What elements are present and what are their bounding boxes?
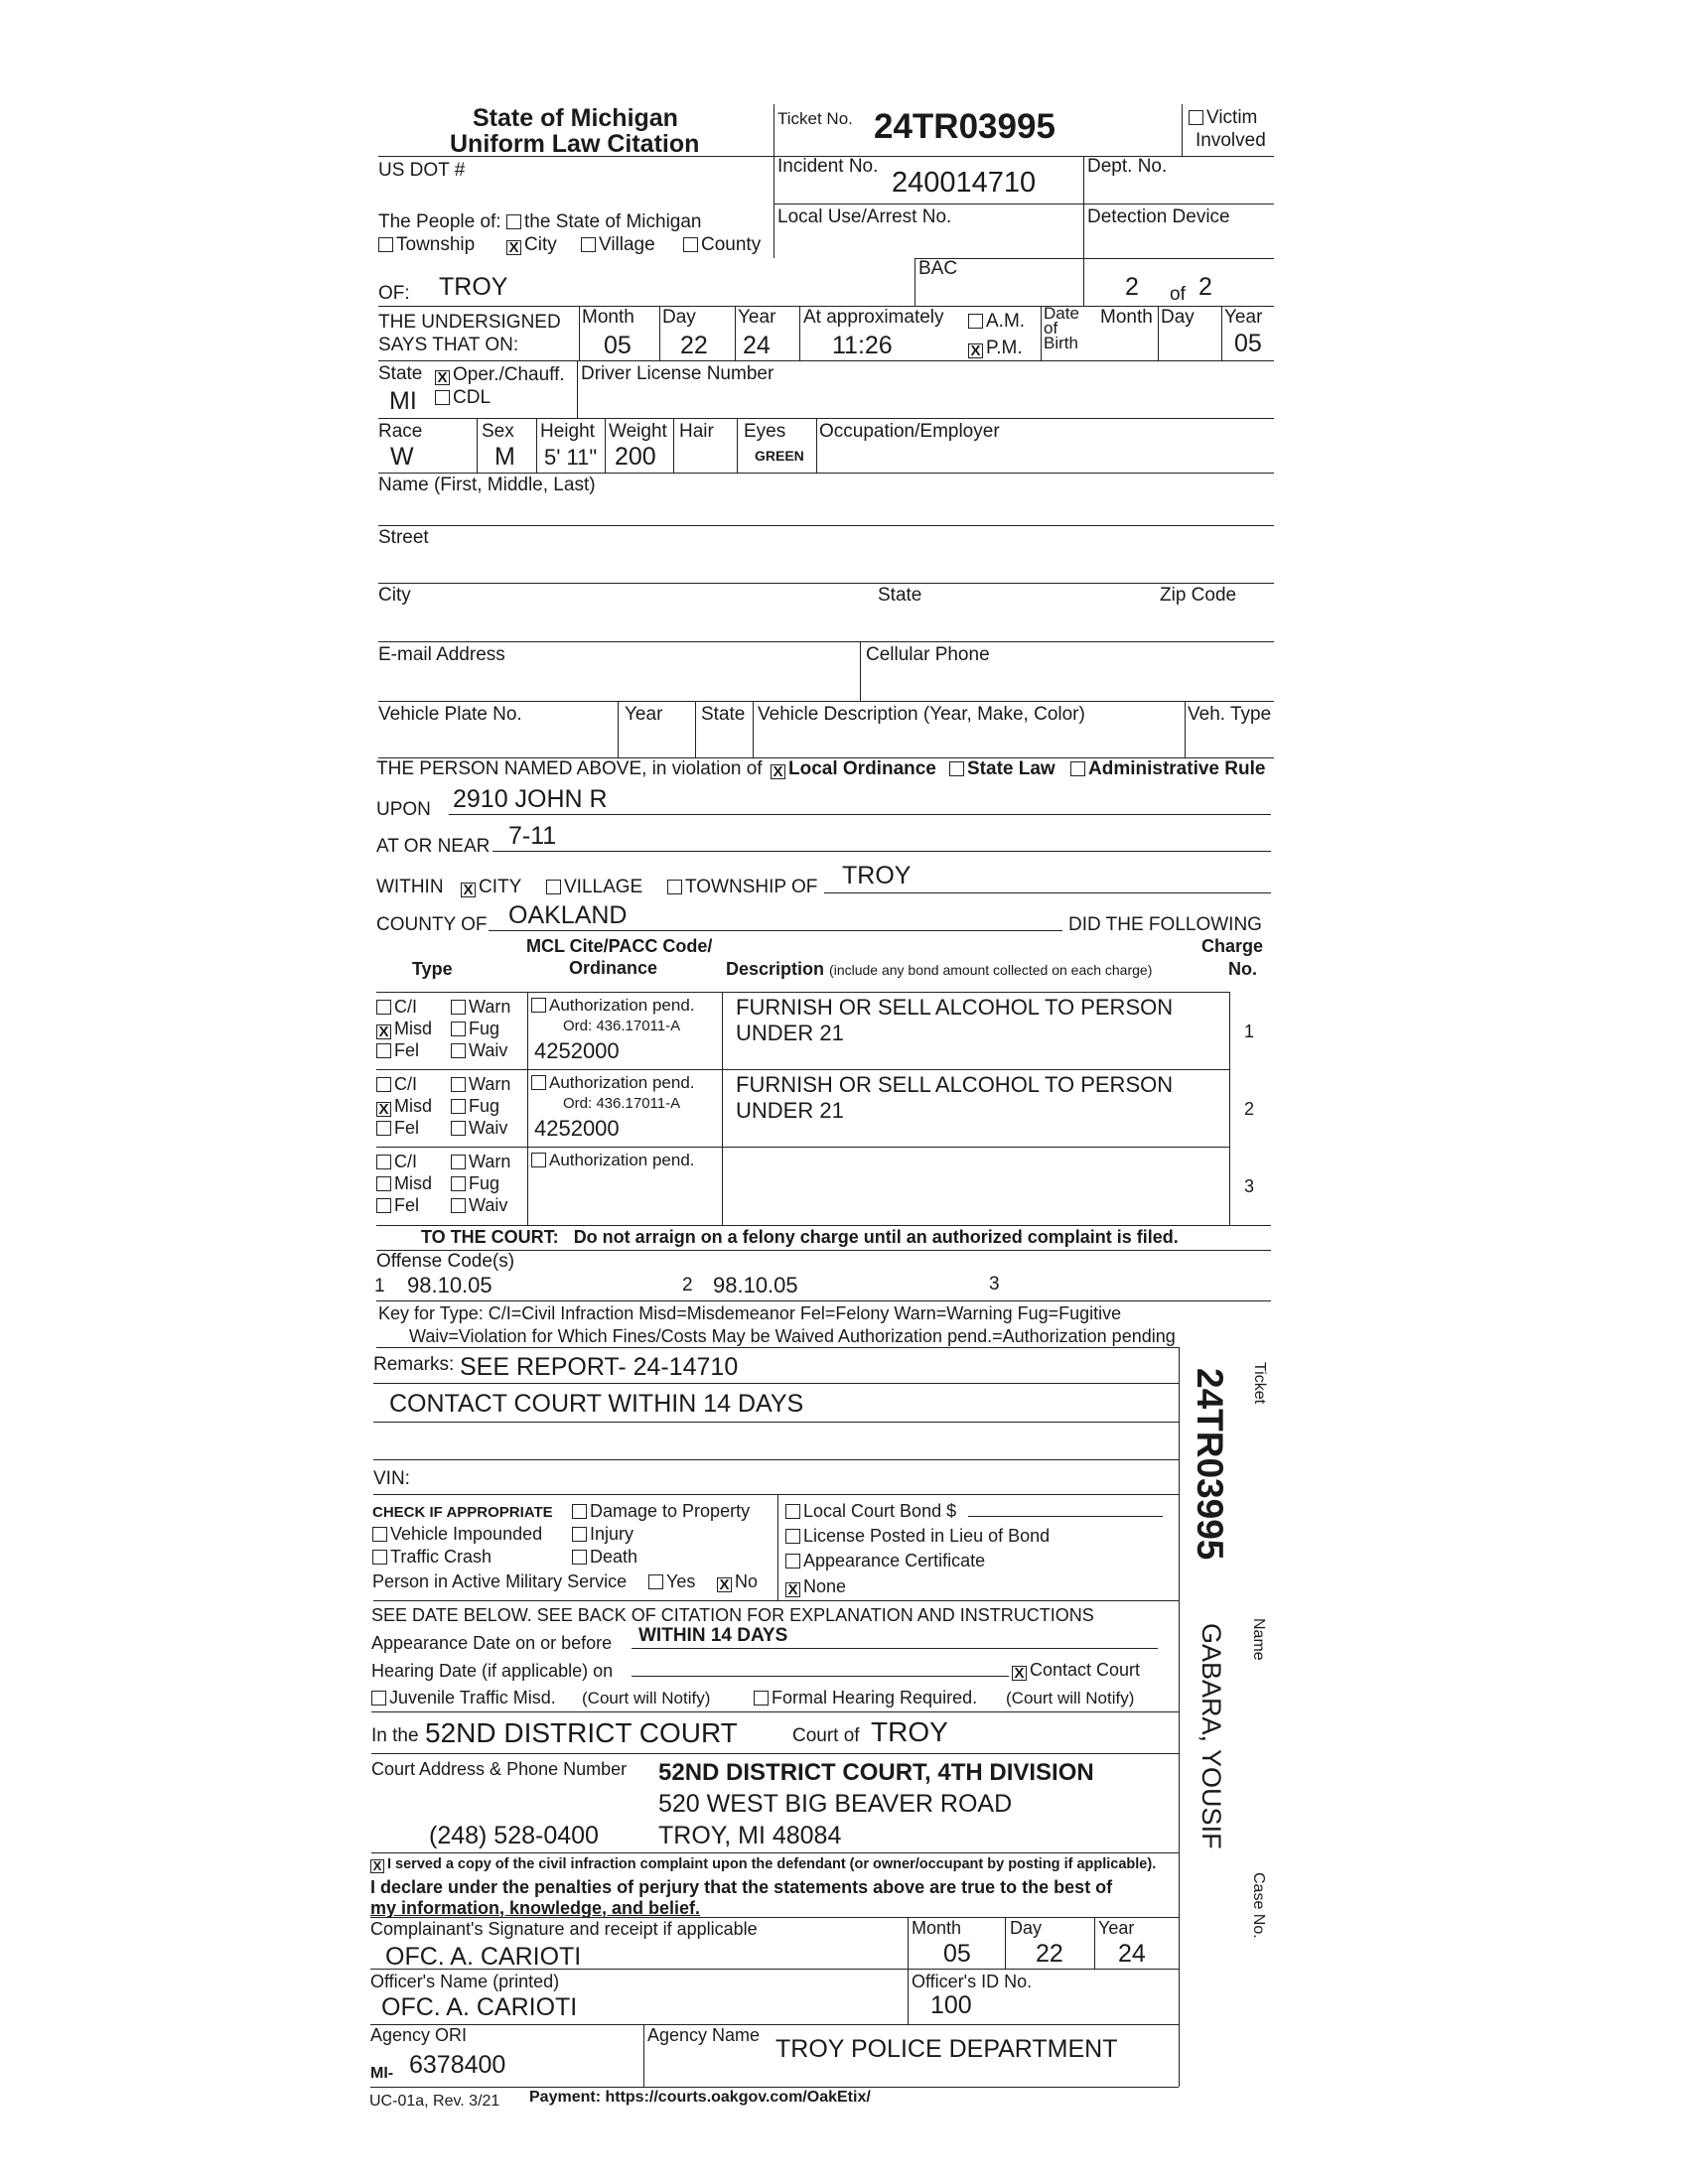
within-label: WITHIN	[376, 877, 444, 897]
side-name-value: GABARA, YOUSIF	[1196, 1623, 1226, 1849]
officer-id-value: 100	[930, 1991, 972, 2019]
incident-number: 240014710	[892, 167, 1037, 199]
divider	[376, 992, 1229, 993]
within-value: TROY	[842, 862, 912, 889]
charge-1-number: 1	[1244, 1022, 1255, 1041]
village-checkbox[interactable]: Village	[581, 234, 655, 256]
divider	[371, 1753, 1179, 1754]
divider	[527, 992, 528, 1225]
page-of-label: of	[1170, 284, 1186, 305]
oper-checkbox[interactable]: X Oper./Chauff.	[435, 364, 565, 386]
mcl-header: MCL Cite/PACC Code/	[526, 936, 713, 956]
damage-checkbox[interactable]: Damage to Property	[572, 1501, 750, 1522]
charge-3-number: 3	[1244, 1176, 1255, 1196]
type-header: Type	[412, 959, 453, 979]
approx-label: At approximately	[803, 307, 944, 328]
agency-ori-label: Agency ORI	[370, 2025, 468, 2045]
county-checkbox[interactable]: County	[683, 234, 761, 256]
charge-1-code: 4252000	[534, 1038, 620, 1063]
state-value: MI	[389, 387, 417, 415]
charge-2-fel-checkbox[interactable]: Fel	[376, 1118, 419, 1139]
year-value: 24	[743, 332, 771, 359]
upon-label: UPON	[376, 799, 431, 820]
divider	[371, 1711, 1179, 1712]
divider	[378, 583, 1274, 584]
appearance-date-value: WITHIN 14 DAYS	[638, 1625, 788, 1646]
dob-label: Date of Birth	[1044, 304, 1079, 352]
eyes-value: GREEN	[755, 448, 804, 464]
divider	[378, 360, 1274, 361]
victim-involved-label: Involved	[1196, 130, 1266, 151]
sig-year-label: Year	[1098, 1918, 1135, 1938]
day-value: 22	[680, 332, 708, 359]
charge-2-desc-2: UNDER 21	[736, 1098, 844, 1123]
email-label: E-mail Address	[378, 644, 505, 665]
divider	[1229, 992, 1230, 1225]
within-city-checkbox[interactable]: X CITY	[461, 877, 521, 898]
divider	[378, 418, 1274, 419]
race-label: Race	[378, 421, 423, 442]
incident-label: Incident No.	[777, 156, 879, 177]
divider	[370, 1917, 1179, 1918]
desc-header: Description (include any bond amount collected on each charge)	[726, 959, 1153, 979]
divider	[860, 641, 861, 701]
charge-no-header: No.	[1228, 959, 1257, 979]
day-label: Day	[662, 307, 696, 328]
sig-day-label: Day	[1010, 1918, 1043, 1938]
declare-line-2: my information, knowledge, and belief.	[370, 1898, 701, 1918]
charge-2-misd-checkbox[interactable]: X Misd	[376, 1096, 432, 1117]
divider	[449, 814, 1271, 815]
notify-label-2: (Court will Notify)	[1006, 1689, 1135, 1707]
local-use-label: Local Use/Arrest No.	[777, 206, 952, 227]
page-total: 2	[1198, 273, 1212, 301]
divider	[914, 258, 1274, 259]
divider	[968, 1516, 1163, 1517]
victim-checkbox[interactable]: Victim	[1189, 107, 1257, 129]
occupation-label: Occupation/Employer	[819, 421, 1000, 442]
check-title: CHECK IF APPROPRIATE	[372, 1504, 553, 1521]
charge-1-ordinance: Ord: 436.17011-A	[563, 1018, 681, 1034]
sex-value: M	[494, 443, 515, 471]
charge-2-warn-checkbox[interactable]: Warn	[451, 1074, 510, 1095]
agency-name-value: TROY POLICE DEPARTMENT	[775, 2035, 1118, 2063]
divider	[370, 1969, 1179, 1970]
street-label: Street	[378, 527, 429, 548]
pm-checkbox[interactable]: X P.M.	[968, 338, 1023, 359]
plate-label: Vehicle Plate No.	[378, 704, 522, 725]
divider	[632, 1648, 1158, 1649]
ticket-number: 24TR03995	[874, 107, 1055, 146]
divider	[632, 1676, 1009, 1677]
ordinance-header: Ordinance	[569, 958, 658, 978]
divider	[492, 851, 1271, 852]
charge-2-fug-checkbox[interactable]: Fug	[451, 1096, 499, 1117]
dob-year-value: 05	[1234, 330, 1262, 357]
divider	[1182, 104, 1183, 156]
signature-value: OFC. A. CARIOTI	[385, 1943, 582, 1971]
bac-label: BAC	[918, 258, 958, 279]
divider	[643, 2024, 644, 2087]
divider	[378, 473, 1274, 474]
divider	[1158, 306, 1159, 360]
month-label: Month	[582, 307, 634, 328]
divider	[477, 418, 478, 473]
divider	[605, 418, 606, 473]
of-value: TROY	[439, 273, 508, 301]
time-value: 11:26	[832, 332, 893, 359]
upon-value: 2910 JOHN R	[453, 785, 608, 813]
state-of-michigan-checkbox[interactable]: the State of Michigan	[506, 211, 702, 233]
key-line-2: Waiv=Violation for Which Fines/Costs May be Waived Authorization pend.=Authorization pending	[409, 1326, 1176, 1346]
divider	[1041, 306, 1042, 360]
none-checkbox[interactable]: X None	[785, 1576, 846, 1597]
declare-line-1: I declare under the penalties of perjury that the statements above are true to the best of	[370, 1877, 1113, 1897]
side-name-label: Name	[1250, 1618, 1267, 1661]
divider	[799, 306, 800, 360]
divider	[378, 525, 1274, 526]
dob-day-label: Day	[1161, 307, 1195, 328]
court-address-2: 520 WEST BIG BEAVER ROAD	[658, 1790, 1013, 1818]
court-of-label: Court of	[792, 1725, 860, 1746]
divider	[378, 701, 1274, 702]
cell-label: Cellular Phone	[866, 644, 990, 665]
crash-checkbox[interactable]: Traffic Crash	[372, 1547, 492, 1568]
officer-id-label: Officer's ID No.	[912, 1972, 1033, 1991]
divider	[373, 1459, 1179, 1460]
county-value: OAKLAND	[508, 901, 628, 929]
ori-prefix: MI-	[370, 2065, 394, 2082]
height-label: Height	[540, 421, 595, 442]
race-value: W	[390, 443, 414, 471]
signature-label: Complainant's Signature and receipt if applicable	[370, 1919, 758, 1939]
remarks-line-1: SEE REPORT- 24-14710	[460, 1353, 739, 1381]
divider	[370, 2087, 1179, 2088]
near-value: 7-11	[508, 822, 557, 850]
divider	[1005, 1917, 1006, 1969]
key-line-1: Key for Type: C/I=Civil Infraction Misd=Misdemeanor Fel=Felony Warn=Warning Fug=Fugitive	[378, 1303, 1122, 1323]
impounded-checkbox[interactable]: Vehicle Impounded	[372, 1524, 542, 1545]
zip-label: Zip Code	[1160, 585, 1237, 606]
court-address-label: Court Address & Phone Number	[371, 1759, 628, 1779]
charge-3-warn-checkbox[interactable]: Warn	[451, 1152, 510, 1172]
payment-link[interactable]: Payment: https://courts.oakgov.com/OakEtix/	[529, 2089, 871, 2106]
divider	[1083, 258, 1084, 306]
charge-2-code: 4252000	[534, 1116, 620, 1141]
local-ordinance-checkbox[interactable]: X Local Ordinance	[771, 758, 936, 780]
people-of-label: The People of:	[378, 211, 501, 232]
offense-code-1: 98.10.05	[407, 1273, 492, 1297]
charge-3-ci-checkbox[interactable]: C/I	[376, 1152, 417, 1172]
sig-day-value: 22	[1036, 1940, 1063, 1968]
offense-num-2: 2	[682, 1275, 693, 1296]
charge-header: Charge	[1201, 936, 1264, 956]
divider	[1083, 156, 1084, 258]
divider	[579, 306, 580, 360]
divider	[1179, 1347, 1180, 2087]
dept-label: Dept. No.	[1087, 156, 1168, 177]
court-name: 52ND DISTRICT COURT	[425, 1717, 738, 1748]
offense-num-1: 1	[374, 1276, 385, 1297]
did-following-label: DID THE FOLLOWING	[1068, 914, 1262, 935]
county-label: COUNTY OF	[376, 914, 488, 935]
sig-month-value: 05	[943, 1940, 971, 1968]
divider	[774, 204, 1274, 205]
divider	[753, 701, 754, 757]
divider	[908, 1917, 909, 2024]
divider	[577, 360, 578, 418]
charge-1-fug-checkbox[interactable]: Fug	[451, 1019, 499, 1039]
divider	[777, 1494, 778, 1600]
court-address-3: TROY, MI 48084	[658, 1822, 842, 1849]
hearing-date-label: Hearing Date (if applicable) on	[371, 1661, 614, 1681]
divider	[722, 992, 723, 1225]
side-ticket-label: Ticket	[1251, 1362, 1268, 1405]
divider	[373, 1600, 1179, 1601]
divider	[376, 1069, 1229, 1070]
charge-2-auth-checkbox[interactable]: Authorization pend.	[531, 1073, 695, 1093]
divider	[816, 418, 817, 473]
charge-2-ci-checkbox[interactable]: C/I	[376, 1074, 417, 1095]
of-label: OF:	[378, 283, 410, 304]
charge-1-desc-1: FURNISH OR SELL ALCOHOL TO PERSON	[736, 995, 1174, 1020]
divider	[376, 1347, 1180, 1348]
juvenile-checkbox[interactable]: Juvenile Traffic Misd.	[371, 1688, 556, 1708]
offense-code-2: 98.10.05	[713, 1273, 798, 1297]
veh-state-label: State	[701, 704, 746, 725]
appearance-date-label: Appearance Date on or before	[371, 1633, 613, 1653]
month-value: 05	[604, 332, 632, 359]
state-title: State of Michigan	[473, 104, 678, 132]
divider	[659, 306, 660, 360]
says-that-label: SAYS THAT ON:	[378, 335, 519, 355]
detection-label: Detection Device	[1087, 206, 1230, 227]
charge-1-ci-checkbox[interactable]: C/I	[376, 997, 417, 1018]
sig-year-value: 24	[1118, 1940, 1146, 1968]
served-checkbox[interactable]: X I served a copy of the civil infraction complaint upon the defendant (or owner/occupant by posting if applicable).	[370, 1856, 1156, 1873]
charge-2-desc-1: FURNISH OR SELL ALCOHOL TO PERSON	[736, 1072, 1174, 1097]
hair-label: Hair	[679, 421, 714, 442]
court-address-1: 52ND DISTRICT COURT, 4TH DIVISION	[658, 1759, 1094, 1786]
notify-label-1: (Court will Notify)	[582, 1689, 711, 1707]
divider	[1094, 1917, 1095, 1969]
death-checkbox[interactable]: Death	[572, 1547, 637, 1568]
agency-ori-value: 6378400	[409, 2051, 506, 2079]
name-label: Name (First, Middle, Last)	[378, 475, 596, 495]
weight-label: Weight	[609, 421, 667, 442]
divider	[618, 701, 619, 757]
charge-2-ordinance: Ord: 436.17011-A	[563, 1095, 681, 1112]
charge-3-waiv-checkbox[interactable]: Waiv	[451, 1195, 507, 1216]
remarks-line-2: CONTACT COURT WITHIN 14 DAYS	[389, 1390, 804, 1418]
divider	[376, 1300, 1271, 1301]
state-law-checkbox[interactable]: State Law	[949, 758, 1055, 780]
violation-intro: THE PERSON NAMED ABOVE, in violation of	[376, 758, 763, 779]
charge-1-warn-checkbox[interactable]: Warn	[451, 997, 510, 1018]
divider	[737, 418, 738, 473]
court-phone: (248) 528-0400	[429, 1822, 599, 1849]
divider	[371, 1852, 1179, 1853]
charge-1-waiv-checkbox[interactable]: Waiv	[451, 1040, 507, 1061]
eyes-label: Eyes	[744, 421, 786, 442]
city-label: City	[378, 585, 411, 606]
divider	[373, 1422, 1179, 1423]
divider	[376, 1147, 1229, 1148]
divider	[1185, 701, 1186, 757]
form-number: UC-01a, Rev. 3/21	[369, 2093, 500, 2110]
charge-2-number: 2	[1244, 1099, 1255, 1119]
formal-hearing-checkbox[interactable]: Formal Hearing Required.	[754, 1688, 977, 1708]
offense-label: Offense Code(s)	[376, 1251, 515, 1272]
within-township-checkbox[interactable]: TOWNSHIP OF	[667, 877, 817, 898]
year-label: Year	[738, 307, 776, 328]
divider	[695, 701, 696, 757]
ticket-label: Ticket No.	[777, 109, 853, 128]
charge-1-fel-checkbox[interactable]: Fel	[376, 1040, 419, 1061]
admin-rule-checkbox[interactable]: Administrative Rule	[1070, 758, 1265, 780]
injury-checkbox[interactable]: Injury	[572, 1524, 633, 1545]
agency-name-label: Agency Name	[647, 2025, 761, 2045]
divider	[373, 1494, 1179, 1495]
military-yes-checkbox[interactable]: Yes	[648, 1571, 695, 1592]
divider	[378, 641, 1274, 642]
form-title: Uniform Law Citation	[450, 130, 700, 158]
state-label: State	[378, 363, 423, 384]
charge-1-misd-checkbox[interactable]: X Misd	[376, 1019, 432, 1039]
weight-value: 200	[615, 443, 656, 471]
divider	[914, 258, 915, 306]
to-court-note: TO THE COURT: Do not arraign on a felony charge until an authorized complaint is filed.	[421, 1227, 1179, 1247]
height-value: 5' 11"	[544, 445, 598, 470]
officer-name-value: OFC. A. CARIOTI	[381, 1993, 578, 2021]
remarks-label: Remarks:	[373, 1354, 455, 1375]
sex-label: Sex	[482, 421, 514, 442]
cdl-checkbox[interactable]: CDL	[435, 387, 491, 409]
state2-label: State	[878, 585, 922, 606]
vin-label: VIN:	[373, 1468, 410, 1489]
charge-2-waiv-checkbox[interactable]: Waiv	[451, 1118, 507, 1139]
bond-checkbox[interactable]: Local Court Bond $	[785, 1501, 956, 1522]
officer-name-label: Officer's Name (printed)	[370, 1972, 560, 1991]
military-no-checkbox[interactable]: X No	[717, 1571, 758, 1592]
charge-3-fel-checkbox[interactable]: Fel	[376, 1195, 419, 1216]
appearance-checkbox[interactable]: Appearance Certificate	[785, 1551, 985, 1571]
contact-court-checkbox[interactable]: X Contact Court	[1012, 1660, 1140, 1681]
see-date-note: SEE DATE BELOW. SEE BACK OF CITATION FOR EXPLANATION AND INSTRUCTIONS	[371, 1605, 1094, 1625]
side-ticket-number: 24TR03995	[1190, 1368, 1230, 1561]
charge-3-auth-checkbox[interactable]: Authorization pend.	[531, 1151, 695, 1170]
court-city: TROY	[871, 1716, 948, 1747]
divider	[370, 2024, 1179, 2025]
veh-desc-label: Vehicle Description (Year, Make, Color)	[758, 704, 1085, 725]
township-checkbox[interactable]: Township	[378, 234, 475, 256]
divider	[824, 892, 1271, 893]
am-checkbox[interactable]: A.M.	[968, 311, 1025, 333]
divider	[373, 1383, 1179, 1384]
us-dot-label: US DOT #	[378, 160, 466, 181]
page-number: 2	[1125, 273, 1139, 301]
divider	[489, 930, 1062, 931]
in-the-label: In the	[371, 1725, 419, 1746]
military-label: Person in Active Military Service	[372, 1571, 628, 1591]
charge-1-desc-2: UNDER 21	[736, 1021, 844, 1045]
side-case-label: Case No.	[1250, 1872, 1267, 1939]
within-village-checkbox[interactable]: VILLAGE	[546, 877, 642, 898]
sig-month-label: Month	[912, 1918, 962, 1938]
divider	[376, 1225, 1271, 1226]
divider	[673, 418, 674, 473]
charge-1-auth-checkbox[interactable]: Authorization pend.	[531, 996, 695, 1016]
veh-year-label: Year	[625, 704, 663, 725]
offense-num-3: 3	[989, 1274, 1000, 1295]
near-label: AT OR NEAR	[376, 836, 491, 857]
veh-type-label: Veh. Type	[1188, 704, 1272, 725]
city-checkbox[interactable]: X City	[506, 234, 557, 256]
divider	[1221, 306, 1222, 360]
charge-3-fug-checkbox[interactable]: Fug	[451, 1173, 499, 1194]
dob-month-label: Month	[1100, 307, 1153, 328]
dob-year-label: Year	[1224, 307, 1263, 328]
dl-label: Driver License Number	[581, 363, 774, 384]
license-checkbox[interactable]: License Posted in Lieu of Bond	[785, 1526, 1050, 1547]
undersigned-label: THE UNDERSIGNED	[378, 312, 561, 333]
charge-3-misd-checkbox[interactable]: Misd	[376, 1173, 432, 1194]
divider	[735, 306, 736, 360]
divider	[536, 418, 537, 473]
